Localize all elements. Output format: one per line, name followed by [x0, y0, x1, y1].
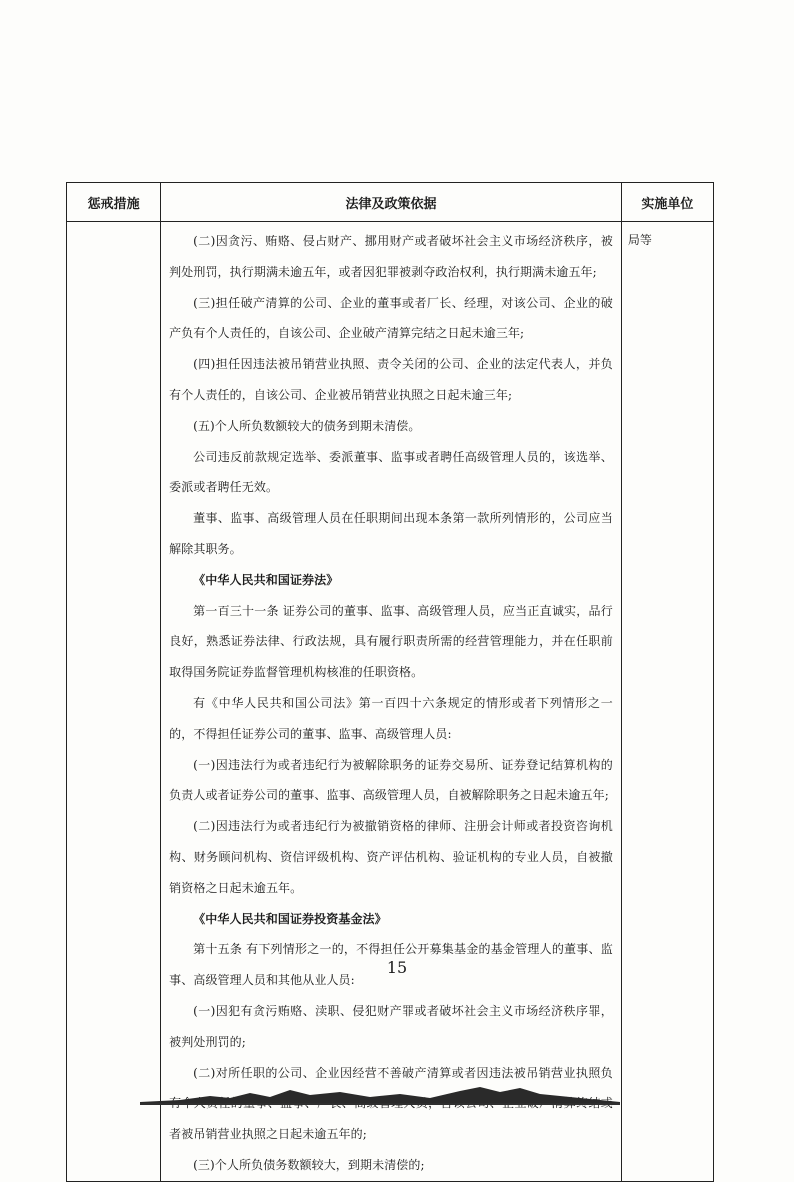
basis-paragraph: (三)担任破产清算的公司、企业的董事或者厂长、经理，对该公司、企业的破产负有个人责任的，自该公司、企业破产清算完结之日起未逾三年;	[169, 295, 613, 341]
page-number: 15	[386, 958, 408, 977]
regulation-table	[66, 182, 714, 1182]
basis-paragraph: (三)个人所负债务数额较大，到期未清偿的;	[193, 1157, 425, 1172]
basis-paragraph: 第十五条 有下列情形之一的，不得担任公开募集基金的基金管理人的董事、监事、高级管理人员和其他从业人员:	[169, 942, 613, 988]
landscape-footer-decoration	[140, 1078, 620, 1108]
basis-paragraph: (二)因违法行为或者违纪行为被撤销资格的律师、注册会计师或者投资咨询机构、财务顾问机构、资信评级机构、资产评估机构、验证机构的专业人员，自被撤销资格之日起未逾五年。	[169, 819, 613, 895]
measures-cell	[67, 222, 161, 1182]
table-header-row	[67, 183, 714, 222]
basis-paragraph: (一)因违法行为或者违纪行为被解除职务的证券交易所、证券登记结算机构的负责人或者证券公司的董事、监事、高级管理人员，自被解除职务之日起未逾五年;	[169, 757, 613, 803]
basis-paragraph: 公司违反前款规定选举、委派董事、监事或者聘任高级管理人员的，该选举、委派或者聘任无效。	[169, 449, 613, 495]
basis-paragraph: (二)因贪污、贿赂、侵占财产、挪用财产或者破坏社会主义市场经济秩序，被判处刑罚，执行期满未逾五年，或者因犯罪被剥夺政治权利，执行期满未逾五年;	[169, 234, 613, 279]
unit-text: 局等	[627, 233, 652, 247]
unit-cell	[621, 222, 713, 1182]
basis-cell	[161, 222, 622, 1182]
table-row	[67, 222, 714, 1182]
basis-paragraph: (五)个人所负数额较大的债务到期未清偿。	[193, 418, 421, 433]
law-title: 《中华人民共和国证券法》	[193, 572, 339, 587]
law-title: 《中华人民共和国证券投资基金法》	[193, 911, 387, 926]
basis-paragraph: (一)因犯有贪污贿赂、渎职、侵犯财产罪或者破坏社会主义市场经济秩序罪，被判处刑罚的;	[169, 1003, 613, 1049]
basis-paragraph: 董事、监事、高级管理人员在任职期间出现本条第一款所列情形的，公司应当解除其职务。	[169, 511, 613, 556]
basis-paragraph: 第一百三十一条 证券公司的董事、监事、高级管理人员，应当正直诚实，品行良好，熟悉证券法律、行政法规，具有履行职责所需的经营管理能力，并在任职前取得国务院证券监督管理机构核准的任职资格。	[169, 603, 613, 680]
basis-paragraph: (二)对所任职的公司、企业因经营不善破产清算或者因违法被吊销营业执照负 者被吊销营业执照之日起未逾五年的;	[169, 1065, 613, 1142]
basis-paragraph: 有《中华人民共和国公司法》第一百四十六条规定的情形或者下列情形之一的，不得担任证券公司的董事、监事、高级管理人员:	[169, 695, 613, 741]
basis-paragraph: (四)担任因违法被吊销营业执照、责令关闭的公司、企业的法定代表人，并负有个人责任的，自该公司、企业被吊销营业执照之日起未逾三年;	[169, 357, 613, 402]
header-basis: 法律及政策依据	[161, 183, 622, 222]
header-measures: 惩戒措施	[67, 183, 161, 222]
header-unit: 实施单位	[621, 183, 713, 222]
